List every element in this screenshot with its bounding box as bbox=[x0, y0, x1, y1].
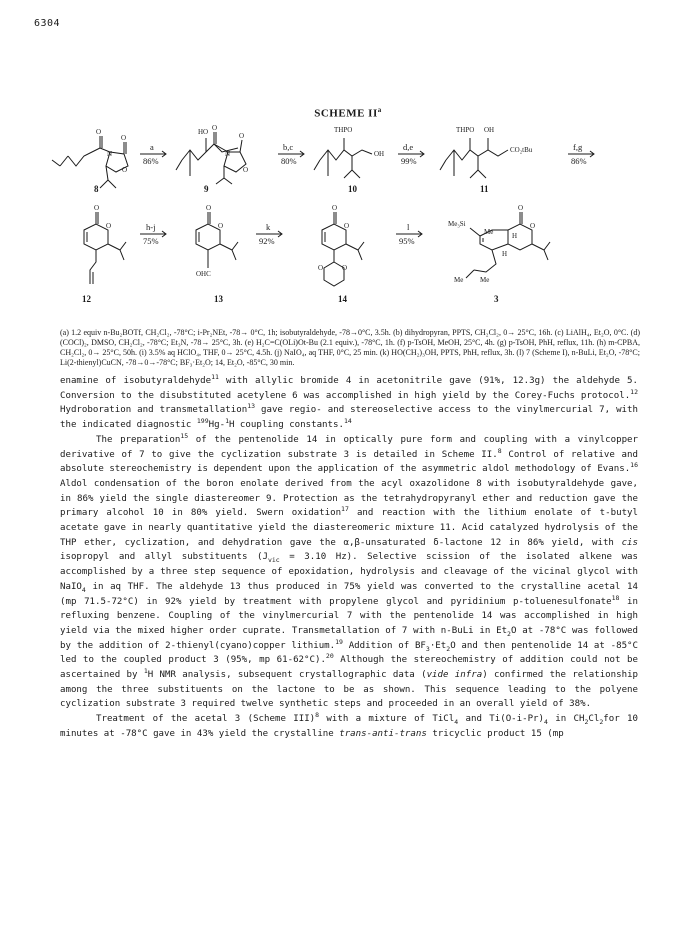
compound-9-structure bbox=[176, 132, 249, 184]
svg-text:O: O bbox=[530, 222, 536, 230]
compound-3-structure bbox=[466, 212, 550, 278]
svg-text:H: H bbox=[512, 232, 518, 240]
svg-text:80%: 80% bbox=[281, 156, 297, 166]
compound-label-8: 8 bbox=[94, 184, 99, 194]
svg-text:92%: 92% bbox=[259, 236, 275, 246]
svg-text:Me: Me bbox=[454, 276, 464, 284]
svg-text:O: O bbox=[212, 124, 218, 132]
svg-text:HO: HO bbox=[198, 128, 209, 136]
svg-text:THPO: THPO bbox=[456, 126, 475, 134]
page-number: 6304 bbox=[34, 18, 61, 29]
svg-text:d,e: d,e bbox=[403, 142, 414, 152]
svg-text:O: O bbox=[243, 166, 249, 174]
compound-10-structure bbox=[314, 138, 372, 178]
svg-text:O: O bbox=[121, 134, 127, 142]
compound-label-14: 14 bbox=[338, 294, 347, 304]
svg-text:l: l bbox=[407, 222, 410, 232]
paragraph-2: The preparation$^{15}$ of the pentenolide 14 in optically pure form and coupling with a vinylcopper derivative of 7 to give the cyclization substrate 3 is detailed in Scheme II.$^8$ Control of relative and absolute stereochemistry is dependent upon the application of the asymmetric aldol methodology of Evans.$^{16}$ Aldol condensation of the boron enolate derived from the acyl oxazolidone 8 with isobutyraldehyde gave, in 86% yield the single diastereomer 9. Protection as the tetrahydropyranyl ether and reduction gave the primary alcohol 10 in 80% yield. Swern oxidation$^{17}$ and reaction with the lithium enolate of t-butyl acetate gave in nearly quantitative yield the diastereomeric mixture 11. Acid catalyzed hydrolysis of the THP ether, cyclization, and dehydration gave the α,β-unsaturated δ-lactone 12 in 86% yield, with cis isopropyl and allyl substituents ($J_{vic} = 3.10$ Hz). Selective scission of the isolated alkene was accomplished by a three step sequence of epoxidation, hydrolysis and cleavage of the vicinal glycol with NaIO$_4$ in aq THF. The aldehyde 13 thus produced in 75% yield was converted to the crystalline acetal 14 (mp 71.5-72°C) in 92% yield by treatment with propylene glycol and pyridinium p-toluenesulfonate$^{18}$ in refluxing benzene. Coupling of the vinylmercurial 7 with the pentenolide 14 was accomplished in high yield via the mixed higher order cuprate. Transmetallation of 7 with n-BuLi in $Et_2O$ at -78°C was followed by the addition of 2-thienyl(cyano)copper lithium.$^{19}$ Addition of $BF_3\cdot Et_2O$ and then pentenolide 14 at -85°C led to the coupled product 3 (95%, mp 61-62°C).$^{20}$ Although the stereochemistry of addition could not be ascertained by $^1$H NMR analysis, subsequent crystallographic data (vide infra) confirmed the relationship among the three substituents on the lactone to be as shown. This sequence leading to the polyene cyclization substrate 3 required twelve synthetic steps and proceeded in an overall yield of 38%. bbox=[60, 431, 639, 710]
compound-8-structure bbox=[52, 136, 128, 188]
svg-text:86%: 86% bbox=[143, 156, 159, 166]
svg-text:H: H bbox=[502, 250, 508, 258]
compound-label-10: 10 bbox=[348, 184, 357, 194]
svg-text:O: O bbox=[239, 132, 245, 140]
svg-text:95%: 95% bbox=[399, 236, 415, 246]
svg-text:99%: 99% bbox=[401, 156, 417, 166]
svg-text:Me: Me bbox=[480, 276, 490, 284]
svg-text:O: O bbox=[122, 166, 128, 174]
svg-text:O: O bbox=[106, 222, 112, 230]
svg-text:O: O bbox=[342, 264, 348, 272]
svg-text:75%: 75% bbox=[143, 236, 159, 246]
scheme-legend: (a) 1.2 equiv n-Bu₂BOTf, CH₂Cl₂, -78°C; i-Pr₂NEt, -78→ 0°C, 1h; isobutyraldehyde, -78→0°C, 3.5h. (b) dihydropyran, PPTS, CH₂Cl₂, 0→ 25°C, 16h. (c) LiAlH₄, Et₂O, 0°C. (d) (COCl)₂, DMSO, CH₂Cl₂, -78°C; Et₃N, -78→ 25°C, 3h. (e) H₂C=C(OLi)Ot-Bu (2.1 equiv.), -78°C, 1h. (f) p-TsOH, MeOH, 25°C, 4h. (g) p-TsOH, PhH, reflux, 11h. (h) m-CPBA, CH₂Cl₂, 0→ 25°C, 50h. (i) 3.5% aq HClO₄, THF, 0→ 25°C, 4.5h. (j) NaIO₄, aq THF, 0°C, 25 min. (k) HO(CH₂)₃OH, PPTS, PhH, reflux, 3h. (l) 7 (Scheme I), n-BuLi, Et₂O, -78°C; Li(2-thienyl)CuCN, -78→0→-78°C; BF₃·Et₂O; 14, Et₂O, -85°C, 30 min. bbox=[60, 328, 640, 367]
compound-12-structure bbox=[84, 212, 126, 284]
compound-label-3: 3 bbox=[494, 294, 499, 304]
svg-text:OH: OH bbox=[484, 126, 495, 134]
svg-text:OH: OH bbox=[374, 150, 385, 158]
svg-text:O: O bbox=[318, 264, 324, 272]
svg-text:O: O bbox=[94, 204, 100, 212]
svg-text:O: O bbox=[518, 204, 524, 212]
svg-text:N: N bbox=[225, 150, 231, 158]
svg-text:Me: Me bbox=[484, 228, 494, 236]
compound-14-structure bbox=[322, 212, 364, 286]
svg-text:OHC: OHC bbox=[196, 270, 211, 278]
svg-text:Me₃Si: Me₃Si bbox=[448, 220, 466, 228]
svg-text:O: O bbox=[96, 128, 102, 136]
svg-text:CO₂tBu: CO₂tBu bbox=[510, 146, 533, 154]
scheme-diagram bbox=[0, 120, 696, 325]
body-text bbox=[60, 374, 638, 742]
svg-text:f,g: f,g bbox=[573, 142, 583, 152]
svg-text:k: k bbox=[266, 222, 271, 232]
scheme-title: SCHEME $II^a$ bbox=[314, 106, 382, 120]
svg-text:O: O bbox=[206, 204, 212, 212]
svg-text:O: O bbox=[344, 222, 350, 230]
svg-text:a: a bbox=[150, 142, 154, 152]
svg-text:O: O bbox=[218, 222, 224, 230]
svg-text:86%: 86% bbox=[571, 156, 587, 166]
compound-label-9: 9 bbox=[204, 184, 209, 194]
compound-label-11: 11 bbox=[480, 184, 489, 194]
svg-text:N: N bbox=[107, 150, 113, 158]
svg-text:THPO: THPO bbox=[334, 126, 353, 134]
paragraph-3: Treatment of the acetal 3 (Scheme III)$^8$ with a mixture of TiCl$_4$ and $Ti(O-i-Pr)_4$ in $CH_2Cl_2for$ 10 minutes at -78°C gave in 43% yield the crystalline trans-anti-trans tricyclic product 15 (mp bbox=[60, 711, 638, 739]
compound-11-structure bbox=[440, 138, 508, 178]
compound-label-12: 12 bbox=[82, 294, 91, 304]
svg-text:h-j: h-j bbox=[146, 222, 156, 232]
compound-label-13: 13 bbox=[214, 294, 223, 304]
svg-text:O: O bbox=[332, 204, 338, 212]
svg-text:b,c: b,c bbox=[283, 142, 294, 152]
compound-13-structure bbox=[196, 212, 238, 268]
paragraph-1: enamine of isobutyraldehyde$^{11}$ with allylic bromide 4 in acetonitrile gave (91%, 12.3g) the aldehyde 5. Conversion to the disubstituted acetylene 6 was accomplished in high yield by the Corey-Fuchs protocol.$^{12}$ Hydroboration and transmetallation$^{13}$ gave regio- and stereoselective access to the vinylmercurial 7, with the indicated diagnostic $^{199}$Hg-$^1$H coupling constants.$^{14}$ bbox=[60, 372, 638, 431]
